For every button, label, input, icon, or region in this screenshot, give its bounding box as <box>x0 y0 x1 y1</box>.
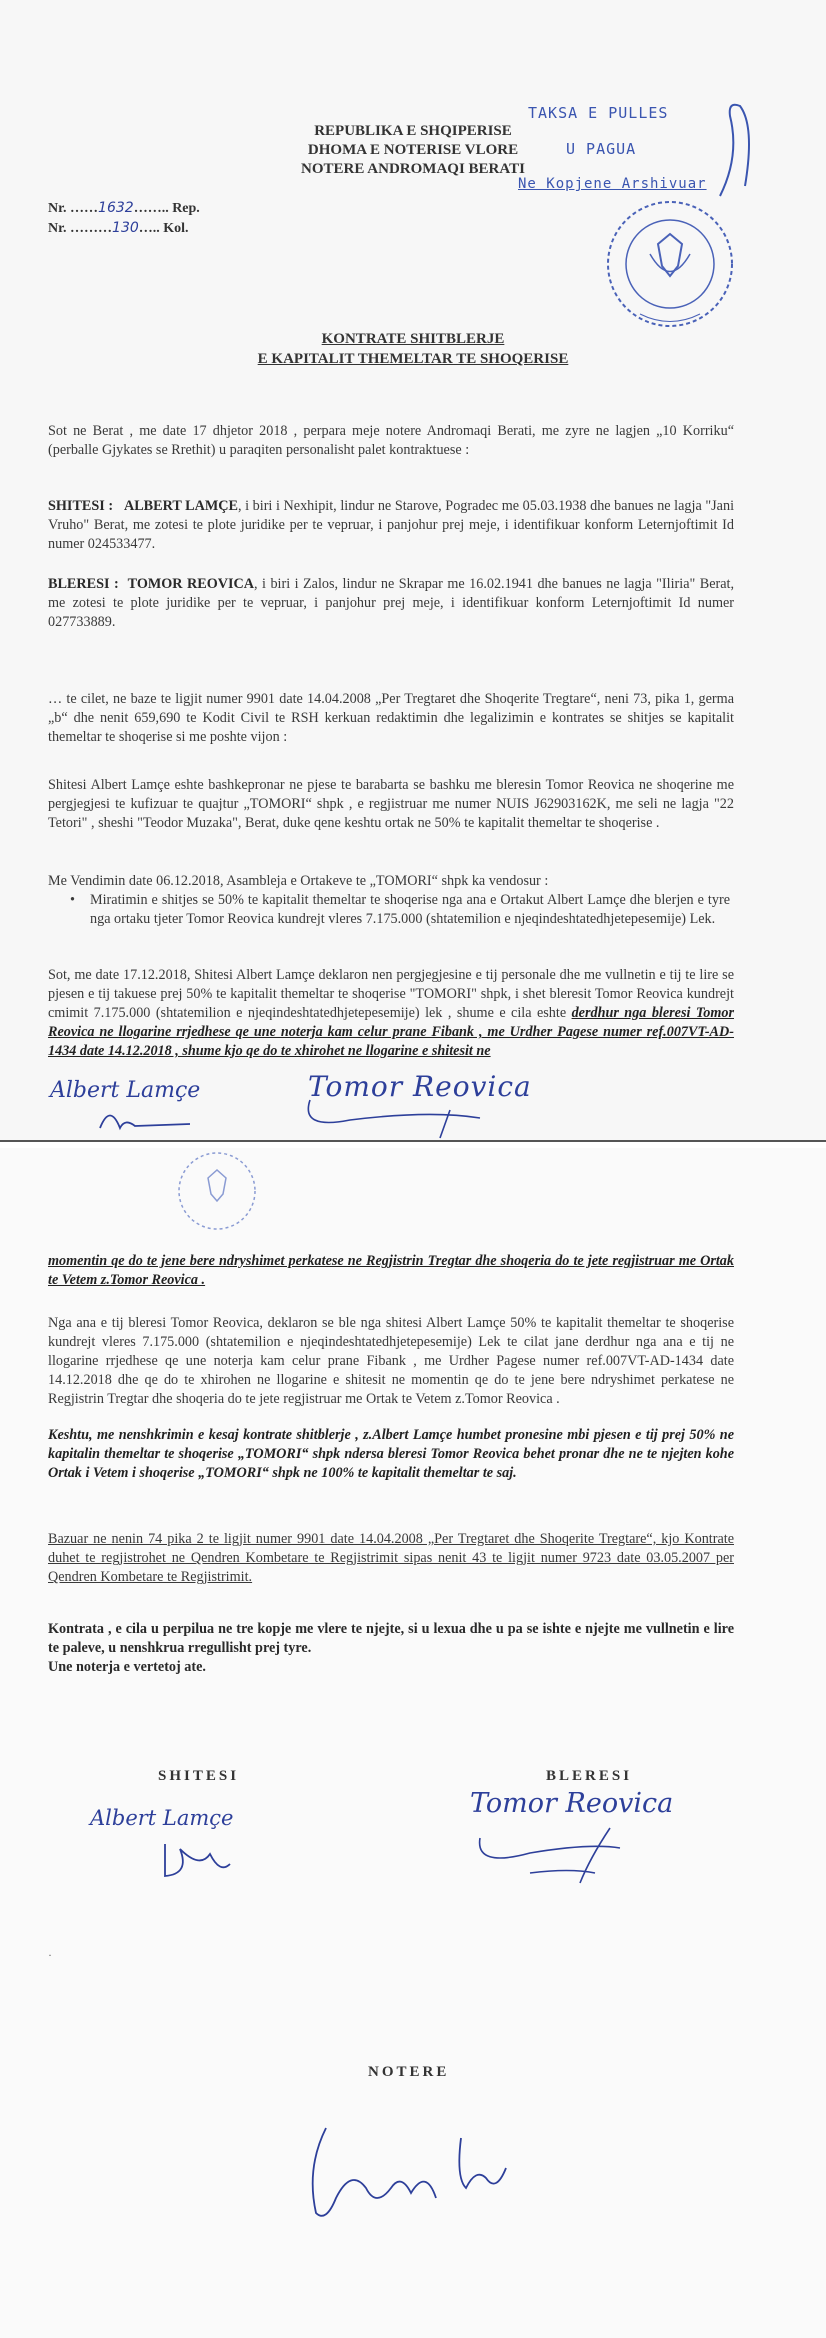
kol-prefix: Nr. ……… <box>48 221 113 236</box>
notary-seal-icon <box>600 194 740 334</box>
registry-rep-line <box>48 200 200 217</box>
notary-signature-label: NOTERE <box>368 2064 450 2080</box>
kol-number: 130 <box>112 220 139 236</box>
conclusion-paragraph <box>48 1426 734 1483</box>
contract-page-1 <box>0 0 826 1140</box>
declaration-paragraph <box>48 966 734 1061</box>
buyer-paragraph <box>48 575 734 632</box>
continuation-text: momentin qe do te jene bere ndryshimet perkatese ne Regjistrin Tregtar dhe shoqeria do te jete regjistruar me Ortak te Vetem z.Tomor Reovica . <box>48 1253 734 1288</box>
decision-bullet: • Miratimin e shitjes se 50% te kapitalit themeltar te shoqerise nga ana e Ortakut Albert Lamçe dhe blerjen e tyre nga ortaku tjeter Tomor Reovica kundrejt vleres 7.175.000 (shtatemilion e njeqindeshtatedhjetepesemije) Lek. <box>90 891 730 929</box>
header-chamber: DHOMA E NOTERISE VLORE <box>307 142 519 158</box>
page1-buyer-signature: Tomor Reovica <box>308 1070 532 1103</box>
declaration-emphasis: derdhur nga bleresi Tomor Reovica ne llogarine rrjedhese qe une noterja kam celur prane Fibank , me Urdher Pagese numer ref.007VT-AD-1434 date 14.12.2018 , shume kjo qe do te xhirohet ne llogarine e shitesit ne <box>48 1005 734 1059</box>
buyer-signature-label: BLERESI <box>546 1768 633 1784</box>
seller-name: ALBERT LAMÇE <box>123 498 238 514</box>
stamp-pen-stroke-icon <box>700 96 760 206</box>
seller-initials-icon <box>150 1834 240 1884</box>
header-republic: REPUBLIKA E SHQIPERISE <box>314 123 512 139</box>
notary-signature-icon <box>296 2108 526 2228</box>
seller-signature-label: SHITESI <box>158 1768 240 1784</box>
continuation-paragraph <box>48 1252 734 1290</box>
page1-seller-signature: Albert Lamçe <box>50 1078 201 1103</box>
closing-attestation: Une noterja e vertetoj ate. <box>48 1659 206 1675</box>
legal-basis-paragraph: … te cilet, ne baze te ligjit numer 9901 date 14.04.2008 „Per Tregtaret dhe Shoqerite Tregtare“, neni 73, pika 1, germa „b“ dhe nenit 659,690 te Kodit Civil te RSH kerkuan redaktimin dhe legalizimin e kontrates se shitjes se kapitalit themeltar te shoqerise si me poshte vijon : <box>48 691 734 745</box>
decision-paragraph: Me Vendimin date 06.12.2018, Asambleja e Ortakeve te „TOMORI“ shpk ka vendosur : <box>48 873 549 889</box>
contract-title-line1: KONTRATE SHITBLERJE <box>321 331 505 347</box>
seller-paragraph <box>48 497 734 554</box>
header-notary: NOTERE ANDROMAQI BERATI <box>301 161 525 177</box>
page1-buyer-signature-stroke-icon <box>290 1060 520 1140</box>
closing-statement: Kontrata , e cila u perpilua ne tre kopje me vlere te njejte, si u lexua dhe u pa se ishte e njejte me vullnetin e lire te paleve, u nenshkrua rregullisht prej tyre. <box>48 1621 734 1656</box>
rep-number: 1632 <box>98 200 134 216</box>
seller-handwritten-signature: Albert Lamçe <box>90 1806 234 1830</box>
buyer-declaration-paragraph: Nga ana e tij bleresi Tomor Reovica, deklaron se ble nga shitesi Albert Lamçe 50% te kapitalit themeltar te shoqerise kundrejt vleres 7.175.000 (shtatemilion e njeqindeshtatedhjetepesemije) Lek te cilat jane derdhur nga ana e tij ne llogarine rrjedhese qe une noterja kam celur prane Fibank , me Urdher Pagese numer ref.007VT-AD-1434 date 14.12.2018 dhe qe do te xhirohen ne llogarine e shitesit ne momentin qe do te jene bere ndryshimet perkatese ne Regjistrin Tregtar dhe shoqeria do te jete regjistruar me Ortak te Vetem z.Tomor Reovica . <box>48 1315 734 1407</box>
tax-stamp-line3: Ne Kopjene Arshivuar <box>518 176 707 192</box>
intro-paragraph: Sot ne Berat , me date 17 dhjetor 2018 , perpara meje notere Andromaqi Berati, me zyre ne lagjen „10 Korriku“ (perballe Gjykates se Rrethit) u paraqiten personalisht palet kontraktuese : <box>48 423 734 458</box>
declaration-text: Sot, me date 17.12.2018, Shitesi Albert Lamçe deklaron nen pergjegjesine e tij personale dhe me vullnetin e tij te lire se pjesen e tij takuese prej 50% te kapitalit themeltar te shoqerise "TOMORI" shpk, i shet bleresit Tomor Reovica kundrejt cmimit 7.175.000 (shtatemilion e njeqindeshtatedhjetepesemije) lek , shume e cila eshte <box>48 967 734 1021</box>
ownership-paragraph: Shitesi Albert Lamçe eshte bashkepronar ne pjese te barabarta se bashku me bleresin Tomor Reovica ne shoqerine me pergjegjesi te kufizuar te quajtur „TOMORI“ shpk , e regjistruar me numer NUIS J62903162K, me seli ne lagja "22 Tetori" , sheshi "Teodor Muzaka", Berat, duke qene keshtu ortak ne 50% te kapitalit themeltar te shoqerise . <box>48 777 734 831</box>
closing-paragraph <box>48 1620 734 1677</box>
kol-suffix: ….. Kol. <box>138 221 189 236</box>
tax-stamp-line2: U PAGUA <box>566 140 637 158</box>
page1-seller-initials-icon <box>90 1098 200 1138</box>
tax-stamp-line1: TAKSA E PULLES <box>528 104 669 122</box>
rep-prefix: Nr. …… <box>48 201 99 216</box>
registration-paragraph: Bazuar ne nenin 74 pika 2 te ligjit numer 9901 date 14.04.2008 „Per Tregtaret dhe Shoqerite Tregtare“, kjo Kontrate duhet te regjistrohet ne Qendren Kombetare te Regjistrimit sipas nenit 43 te ligjit numer 9723 date 03.05.2007 per Qendren Kombetare te Regjistrimit. <box>48 1531 734 1585</box>
registry-kol-line <box>48 220 189 237</box>
page2-seal-icon <box>172 1146 262 1236</box>
contract-page-2 <box>0 1148 826 2338</box>
contract-title-line2: E KAPITALIT THEMELTAR TE SHOQERISE <box>257 351 569 367</box>
conclusion-text: Keshtu, me nenshkrimin e kesaj kontrate shitblerje , z.Albert Lamçe humbet pronesine mbi pjesen e tij prej 50% ne kapitalin themeltar te shoqerise „TOMORI“ shpk ndersa bleresi Tomor Reovica behet pronar dhe ne te njejten kohe Ortak i Vetem i shoqerise „TOMORI“ shpk ne 100% te kapitalit themeltar te saj. <box>48 1427 734 1481</box>
buyer-handwritten-signature: Tomor Reovica <box>470 1788 674 1819</box>
buyer-name: TOMOR REOVICA <box>127 576 255 592</box>
buyer-details: , i biri i Zalos, lindur ne Skrapar me 16.02.1941 dhe banues ne lagja "Iliria" Berat, me zotesi te plote juridike per te vepruar, i panjohur prej meje, i identifikuar konform Leternjoftimit Id numer 027733889. <box>48 576 735 630</box>
seller-label: SHITESI : <box>48 498 114 514</box>
rep-suffix: …….. Rep. <box>133 201 200 216</box>
buyer-label: BLERESI : <box>48 576 119 592</box>
buyer-signature-stroke-icon <box>470 1778 730 1888</box>
stray-mark: · <box>48 1948 52 1962</box>
seller-details: , i biri i Nexhipit, lindur ne Starove, Pogradec me 05.03.1938 dhe banues ne lagja "Jani Vruho" Berat, me zotesi te plote juridike per te vepruar, i panjohur prej meje, i identifikuar konform Leternjoftimit Id numer 024533477. <box>48 498 735 552</box>
